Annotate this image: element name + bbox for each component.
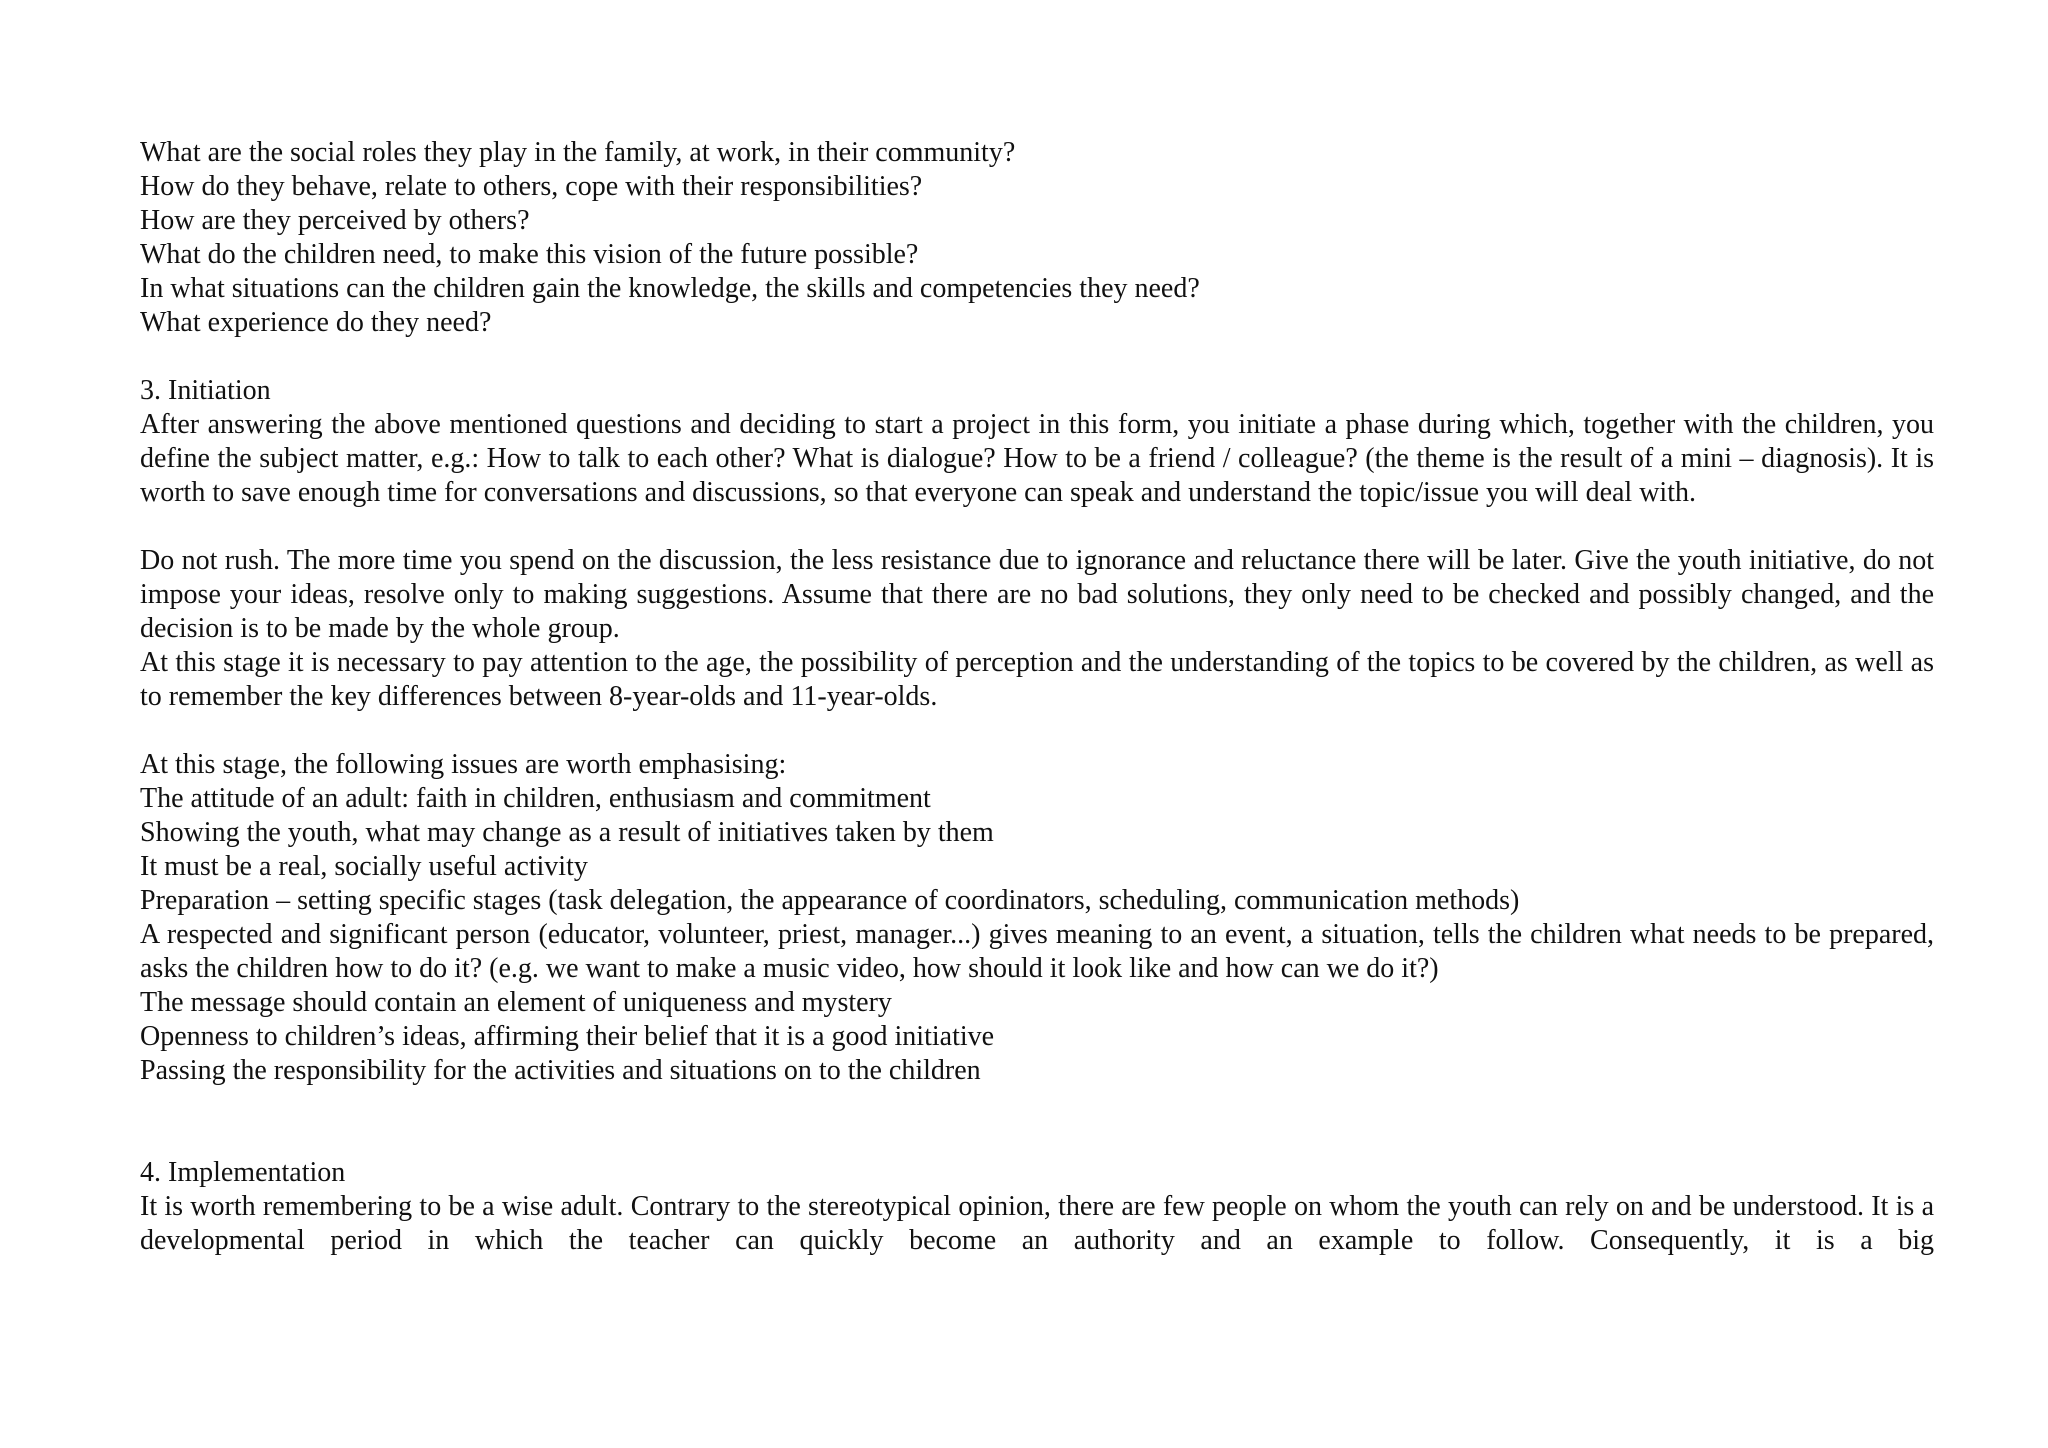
question-line: How are they perceived by others? — [140, 205, 530, 236]
issue-item: Showing the youth, what may change as a result of initiatives taken by them — [140, 817, 994, 848]
question-line: How do they behave, relate to others, cope with their responsibilities? — [140, 171, 923, 202]
section-heading-implementation: 4. Implementation — [140, 1157, 346, 1188]
issue-item: Preparation – setting specific stages (task delegation, the appearance of coordinators, scheduling, communication methods) — [140, 885, 1520, 916]
spacer — [140, 340, 1934, 374]
spacer — [140, 1088, 1934, 1156]
question-line: In what situations can the children gain the knowledge, the skills and competencies they need? — [140, 273, 1200, 304]
initiation-paragraph-1: After answering the above mentioned questions and deciding to start a project in this form, you initiate a phase during which, together with the children, you define the subject matter, e.g.: How to talk to each other? What is dialogue? How to be a friend / colleague? (the theme is the result of a mini – diagnosis). It is worth to save enough time for conversations and discussions, so that everyone can speak and understand the topic/issue you will deal with. — [140, 409, 1934, 508]
issue-item: Openness to children’s ideas, affirming their belief that it is a good initiative — [140, 1021, 995, 1052]
issues-intro: At this stage, the following issues are worth emphasising: — [140, 749, 787, 780]
section-heading-initiation: 3. Initiation — [140, 375, 271, 406]
implementation-paragraph-1: It is worth remembering to be a wise adult. Contrary to the stereotypical opinion, there are few people on whom the youth can rely on and be understood. It is a developmental period in which the teacher can quickly become an authority and an example to follow. Consequently, it is a big — [140, 1191, 1934, 1256]
document-page — [140, 136, 1934, 1258]
issue-item: The attitude of an adult: faith in children, enthusiasm and commitment — [140, 783, 931, 814]
issue-item: Passing the responsibility for the activities and situations on to the children — [140, 1055, 981, 1086]
question-line: What experience do they need? — [140, 307, 492, 338]
issue-item: A respected and significant person (educator, volunteer, priest, manager...) gives meaning to an event, a situation, tells the children what needs to be prepared, asks the children how to do it? (e.g. we want to make a music video, how should it look like and how can we do it?) — [140, 919, 1934, 984]
spacer — [140, 510, 1934, 544]
initiation-paragraph-3: At this stage it is necessary to pay attention to the age, the possibility of perception and the understanding of the topics to be covered by the children, as well as to remember the key differences between 8-year-olds and 11-year-olds. — [140, 647, 1934, 712]
spacer — [140, 714, 1934, 748]
initiation-paragraph-2: Do not rush. The more time you spend on the discussion, the less resistance due to ignorance and reluctance there will be later. Give the youth initiative, do not impose your ideas, resolve only to making suggestions. Assume that there are no bad solutions, they only need to be checked and possibly changed, and the decision is to be made by the whole group. — [140, 545, 1934, 644]
question-line: What do the children need, to make this vision of the future possible? — [140, 239, 919, 270]
issue-item: The message should contain an element of uniqueness and mystery — [140, 987, 892, 1018]
issue-item: It must be a real, socially useful activity — [140, 851, 588, 882]
question-line: What are the social roles they play in the family, at work, in their community? — [140, 137, 1016, 168]
